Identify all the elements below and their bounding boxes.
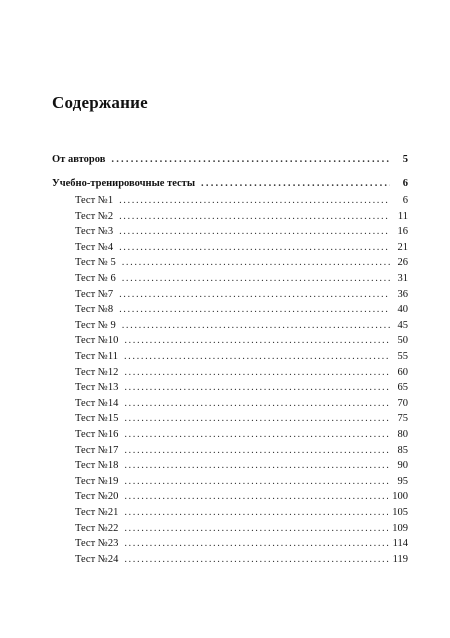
toc-entry-test-10[interactable] bbox=[75, 334, 408, 347]
toc-entry-label: Тест №2 bbox=[75, 210, 114, 222]
toc-entry-test-5[interactable] bbox=[75, 256, 408, 269]
toc-entry-label: Тест №24 bbox=[75, 553, 119, 565]
toc-entry-page: 100 bbox=[392, 491, 408, 503]
toc-entry-test-11[interactable] bbox=[75, 350, 408, 363]
toc-entry-label: Тест № 9 bbox=[75, 319, 116, 331]
toc-entry-test-7[interactable] bbox=[75, 288, 408, 301]
dot-leader bbox=[124, 506, 388, 519]
toc-entry-from-authors[interactable] bbox=[52, 153, 408, 166]
toc-entry-test-1[interactable] bbox=[75, 194, 408, 207]
toc-entry-page: 50 bbox=[397, 335, 408, 347]
dot-leader bbox=[111, 153, 390, 166]
dot-leader bbox=[124, 350, 390, 363]
toc-entry-page: 105 bbox=[392, 507, 408, 518]
toc-entry-label: Учебно-тренировочные тесты bbox=[52, 178, 196, 189]
toc-entry-test-17[interactable] bbox=[75, 444, 408, 457]
toc-entry-label: Тест №17 bbox=[75, 444, 119, 456]
toc-entry-label: Тест №14 bbox=[75, 397, 119, 409]
toc-entry-label: Тест №3 bbox=[75, 226, 114, 238]
dot-leader bbox=[122, 319, 390, 332]
toc-entry-page: 45 bbox=[397, 319, 408, 331]
toc-entry-label: Тест №4 bbox=[75, 241, 114, 253]
toc-entry-page: 11 bbox=[397, 210, 408, 222]
toc-entry-page: 119 bbox=[392, 553, 408, 565]
dot-leader bbox=[201, 177, 390, 190]
toc-entry-label: Тест №19 bbox=[75, 475, 119, 487]
toc-entry-label: Тест №15 bbox=[75, 413, 119, 425]
toc-entry-label: Тест №20 bbox=[75, 491, 119, 503]
toc-entry-test-8[interactable] bbox=[75, 303, 408, 316]
toc-entry-page: 60 bbox=[397, 366, 408, 378]
toc-entry-page: 6 bbox=[402, 178, 408, 189]
dot-leader bbox=[124, 522, 388, 535]
toc-entry-page: 75 bbox=[397, 413, 408, 425]
toc-entry-page: 26 bbox=[397, 257, 408, 269]
toc-entry-page: 70 bbox=[397, 397, 408, 409]
dot-leader bbox=[124, 397, 390, 410]
toc-entry-page: 40 bbox=[397, 304, 408, 316]
toc-entry-test-13[interactable] bbox=[75, 381, 408, 394]
toc-entry-page: 16 bbox=[397, 226, 408, 238]
toc-entry-page: 31 bbox=[397, 273, 408, 284]
dot-leader bbox=[124, 459, 390, 472]
toc-entry-label: Тест №8 bbox=[75, 304, 114, 316]
toc-entry-test-4[interactable] bbox=[75, 241, 408, 254]
toc-entry-test-12[interactable] bbox=[75, 366, 408, 379]
dot-leader bbox=[124, 537, 388, 550]
toc-entry-label: Тест №13 bbox=[75, 382, 119, 394]
toc-entry-page: 5 bbox=[402, 154, 408, 165]
toc-entry-page: 85 bbox=[397, 444, 408, 456]
toc-entry-label: Тест №23 bbox=[75, 538, 119, 550]
toc-entry-page: 36 bbox=[397, 288, 408, 300]
toc-entry-page: 95 bbox=[397, 475, 408, 487]
toc-entry-label: Тест №21 bbox=[75, 507, 119, 518]
toc-entry-test-16[interactable] bbox=[75, 428, 408, 441]
toc-entry-label: Тест №18 bbox=[75, 460, 119, 472]
dot-leader bbox=[119, 303, 390, 316]
dot-leader bbox=[119, 288, 390, 301]
toc-entry-test-20[interactable] bbox=[75, 490, 408, 503]
dot-leader bbox=[124, 412, 390, 425]
toc-entry-label: Тест №22 bbox=[75, 522, 119, 534]
toc-entry-page: 80 bbox=[397, 429, 408, 440]
toc-entry-label: Тест №11 bbox=[75, 351, 118, 362]
dot-leader bbox=[124, 553, 388, 566]
toc-entry-page: 55 bbox=[397, 351, 408, 362]
toc-entry-test-21[interactable] bbox=[75, 506, 408, 519]
toc-entry-label: Тест №7 bbox=[75, 288, 114, 300]
dot-leader bbox=[119, 194, 390, 207]
toc-entry-test-2[interactable] bbox=[75, 210, 408, 223]
toc-entry-label: Тест № 6 bbox=[75, 273, 116, 284]
toc-entry-page: 65 bbox=[397, 382, 408, 394]
dot-leader bbox=[124, 334, 390, 347]
toc-entry-test-6[interactable] bbox=[75, 272, 408, 285]
toc-entry-page: 109 bbox=[392, 522, 408, 534]
toc-entry-test-15[interactable] bbox=[75, 412, 408, 425]
dot-leader bbox=[124, 444, 390, 457]
toc-entry-label: Тест №10 bbox=[75, 335, 119, 347]
dot-leader bbox=[124, 490, 388, 503]
toc-entry-training-tests[interactable] bbox=[52, 177, 408, 190]
toc-entry-page: 21 bbox=[397, 241, 408, 253]
toc-entry-label: Тест №1 bbox=[75, 195, 114, 206]
toc-entry-page: 114 bbox=[392, 538, 408, 550]
toc-entry-test-14[interactable] bbox=[75, 397, 408, 410]
toc-entry-test-22[interactable] bbox=[75, 522, 408, 535]
toc-entry-test-9[interactable] bbox=[75, 319, 408, 332]
dot-leader bbox=[124, 366, 390, 379]
toc-entry-label: От авторов bbox=[52, 154, 106, 165]
dot-leader bbox=[119, 210, 390, 223]
dot-leader bbox=[122, 272, 390, 285]
toc-entry-label: Тест № 5 bbox=[75, 257, 116, 269]
dot-leader bbox=[119, 241, 390, 254]
dot-leader bbox=[119, 225, 390, 238]
toc-entry-test-19[interactable] bbox=[75, 475, 408, 488]
dot-leader bbox=[124, 475, 390, 488]
toc-entry-page: 90 bbox=[397, 460, 408, 472]
toc-entry-test-3[interactable] bbox=[75, 225, 408, 238]
toc-entry-label: Тест №12 bbox=[75, 366, 119, 378]
toc-entry-test-23[interactable] bbox=[75, 537, 408, 550]
dot-leader bbox=[122, 256, 390, 269]
toc-entry-page: 6 bbox=[402, 195, 408, 206]
dot-leader bbox=[124, 428, 390, 441]
toc-entry-label: Тест №16 bbox=[75, 429, 119, 440]
toc-entry-test-24[interactable] bbox=[75, 553, 408, 566]
page-title: Содержание bbox=[52, 93, 148, 112]
toc-entry-test-18[interactable] bbox=[75, 459, 408, 472]
dot-leader bbox=[124, 381, 390, 394]
